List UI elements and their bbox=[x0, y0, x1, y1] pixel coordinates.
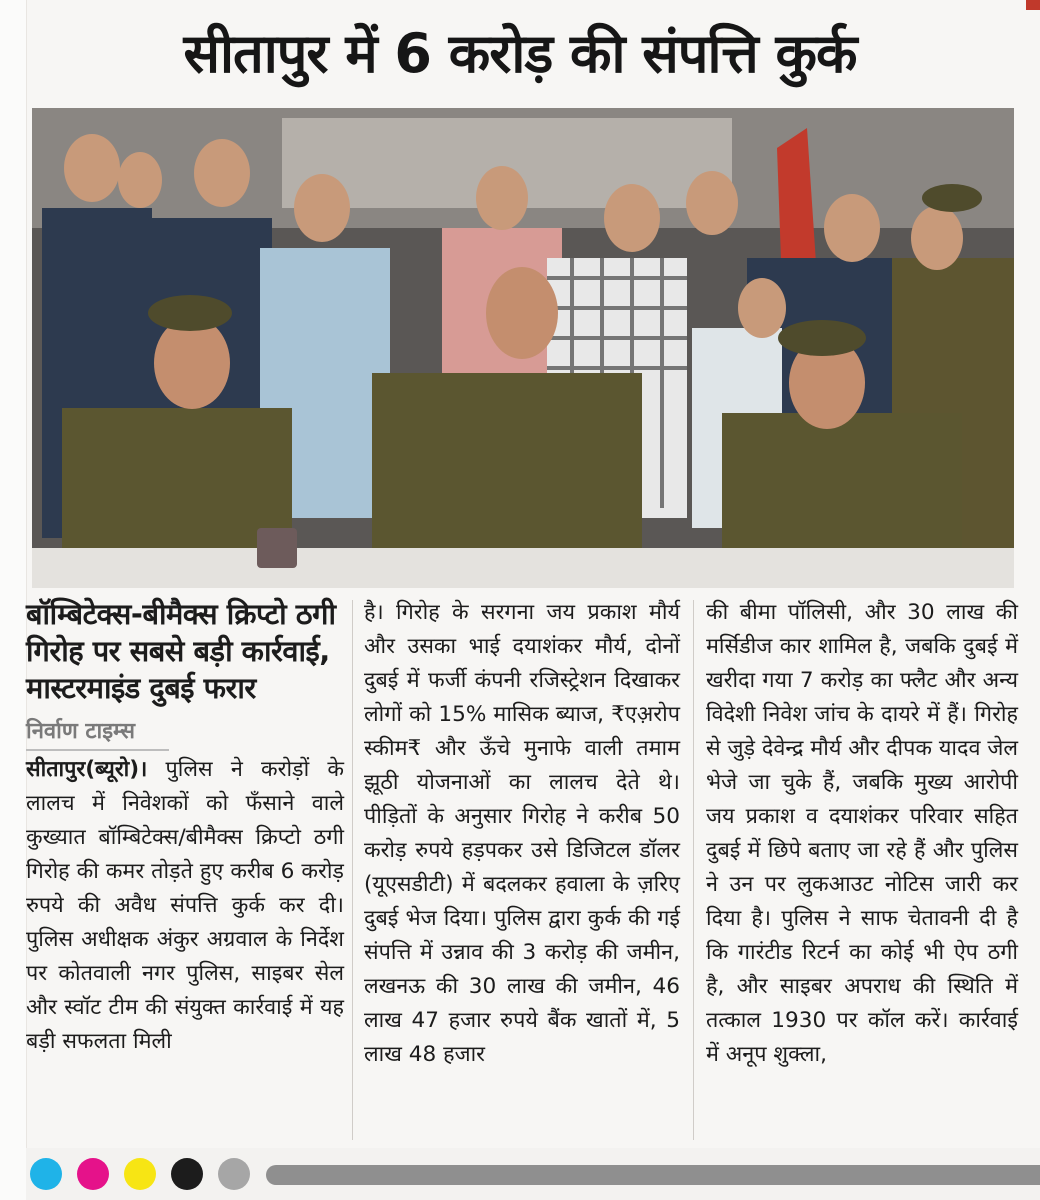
article-column-3: की बीमा पॉलिसी, और 30 लाख की मर्सिडीज कार शामिल है, जबकि दुबई में खरीदा गया 7 करोड़ का फ्लैट और अन्य विदेशी निवेश जांच के दायरे में हैं। गिरोह से जुड़े देवेन्द्र मौर्य और दीपक यादव जेल भेजे जा चुके हैं, जबकि मुख्य आरोपी जय प्रकाश व दयाशंकर परिवार सहित दुबई में छिपे बताए जा रहे हैं और पुलिस ने उन पर लुकआउट नोटिस जारी कर दिया है। पुलिस ने साफ चेतावनी दी है कि गारंटीड रिटर्न का कोई भी ऐप ठगी है, और साइबर अपराध की स्थिति में तत्काल 1930 पर कॉल करें। कार्रवाई में अनूप शुक्ला, bbox=[706, 600, 1018, 1067]
headline: सीतापुर में 6 करोड़ की संपत्ति कुर्क bbox=[183, 22, 857, 85]
column-1-body: पुलिस ने करोड़ों के लालच में निवेशकों को फँसाने वाले कुख्यात बॉम्बिटेक्स/बीमैक्स क्रिप्टो ठगी गिरोह की कमर तोड़ते हुए करीब 6 करोड़ रुपये की अवैध संपत्ति कुर्क कर दी। पुलिस अधीक्षक अंकुर अग्रवाल के निर्देश पर कोतवाली नगर पुलिस, साइबर सेल और स्वॉट टीम की संयुक्त कार्रवाई में यह बड़ी सफलता मिली bbox=[26, 757, 344, 1054]
photo-illustration bbox=[32, 108, 1014, 588]
byline: निर्वाण टाइम्स bbox=[26, 717, 169, 751]
dateline: सीतापुर(ब्यूरो)। bbox=[26, 757, 148, 782]
column-1-text bbox=[26, 753, 344, 1059]
column-divider bbox=[352, 600, 353, 1140]
gray-registration-dot bbox=[218, 1158, 250, 1190]
subheadline: बॉम्बिटेक्स-बीमैक्स क्रिप्टो ठगी गिरोह पर सबसे बड़ी कार्रवाई, मास्टरमाइंड दुबई फरार bbox=[26, 597, 336, 705]
gray-tone-bar bbox=[266, 1165, 1040, 1185]
news-photo bbox=[32, 108, 1014, 588]
black-registration-dot bbox=[171, 1158, 203, 1190]
magenta-registration-dot bbox=[77, 1158, 109, 1190]
red-edge-mark bbox=[1026, 0, 1040, 10]
column-divider bbox=[693, 600, 694, 1140]
page-left-margin bbox=[0, 0, 27, 1200]
article-column-2: है। गिरोह के सरगना जय प्रकाश मौर्य और उसका भाई दयाशंकर मौर्य, दोनों दुबई में फर्जी कंपनी रजिस्ट्रेशन दिखाकर लोगों को 15% मासिक ब्याज, ₹एअ़रोप स्कीम₹ और ऊँचे मुनाफे वाली तमाम झूठी योजनाओं का लालच देते थे। पीड़ितों के अनुसार गिरोह ने करीब 50 करोड़ रुपये हड़पकर उसे डिजिटल डॉलर (यूएसडीटी) में बदलकर हवाला के ज़रिए दुबई भेज दिया। पुलिस द्वारा कुर्क की गई संपत्ति में उन्नाव की 3 करोड़ की जमीन, लखनऊ की 30 लाख की जमीन, 46 लाख 47 हजार रुपये बैंक खातों में, 5 लाख 48 हजार bbox=[364, 600, 680, 1067]
cyan-registration-dot bbox=[30, 1158, 62, 1190]
yellow-registration-dot bbox=[124, 1158, 156, 1190]
article-column-1 bbox=[26, 596, 344, 1059]
